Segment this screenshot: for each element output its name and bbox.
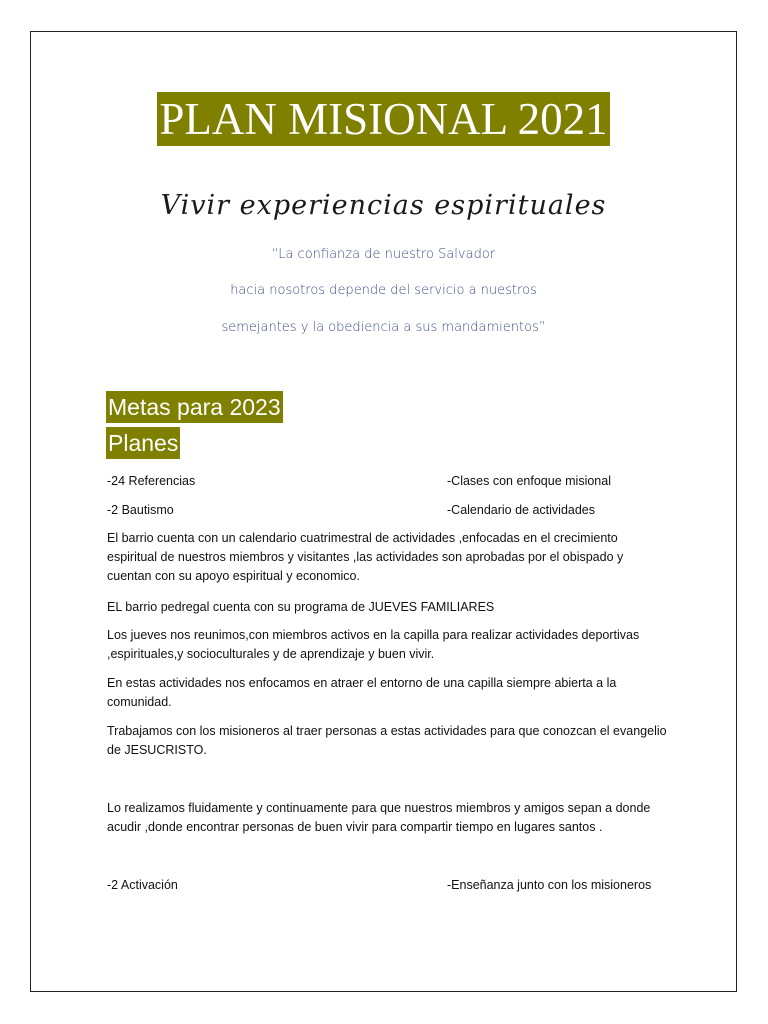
paragraph: En estas actividades nos enfocamos en atraer el entorno de una capilla siempre abierta a la comunidad. xyxy=(107,676,617,709)
paragraph: El barrio cuenta con un calendario cuatrimestral de actividades ,enfocadas en el crecimiento espiritual de nuestros miembros y visitantes ,las actividades son aprobadas por el obispado y cuentan con su apoyo espiritual y economico. xyxy=(107,531,624,583)
subtitle: Vivir experiencias espirituales xyxy=(160,190,607,221)
heading-metas: Metas para 2023 xyxy=(106,391,283,423)
goal-item: -2 Activación xyxy=(107,878,178,892)
paragraph: EL barrio pedregal cuenta con su programa de JUEVES FAMILIARES xyxy=(107,600,495,614)
quote-line-3: semejantes y la obediencia a sus mandamientos” xyxy=(221,320,546,335)
paragraph: Lo realizamos fluidamente y continuamente para que nuestros miembros y amigos sepan a donde acudir ,donde encontrar personas de buen vivir para compartir tiempo en lugares santos . xyxy=(107,801,651,834)
heading-planes: Planes xyxy=(106,427,180,459)
plan-item: -Enseñanza junto con los misioneros xyxy=(447,878,652,892)
goal-item: -2 Bautismo xyxy=(107,503,174,517)
goal-item: -24 Referencias xyxy=(107,474,196,488)
title-wrapper xyxy=(31,92,736,146)
document-page xyxy=(30,31,737,992)
quote-line-2: hacia nosotros depende del servicio a nuestros xyxy=(230,283,537,298)
paragraph: Trabajamos con los misioneros al traer personas a estas actividades para que conozcan el evangelio de JESUCRISTO. xyxy=(107,724,667,757)
plan-item: -Calendario de actividades xyxy=(447,503,596,517)
paragraph: Los jueves nos reunimos,con miembros activos en la capilla para realizar actividades deportivas ,espirituales,y socioculturales y de aprendizaje y buen vivir. xyxy=(107,628,640,661)
plan-item: -Clases con enfoque misional xyxy=(447,474,611,488)
page-title: PLAN MISIONAL 2021 xyxy=(159,94,608,144)
quote-line-1: “La confianza de nuestro Salvador xyxy=(271,247,496,262)
